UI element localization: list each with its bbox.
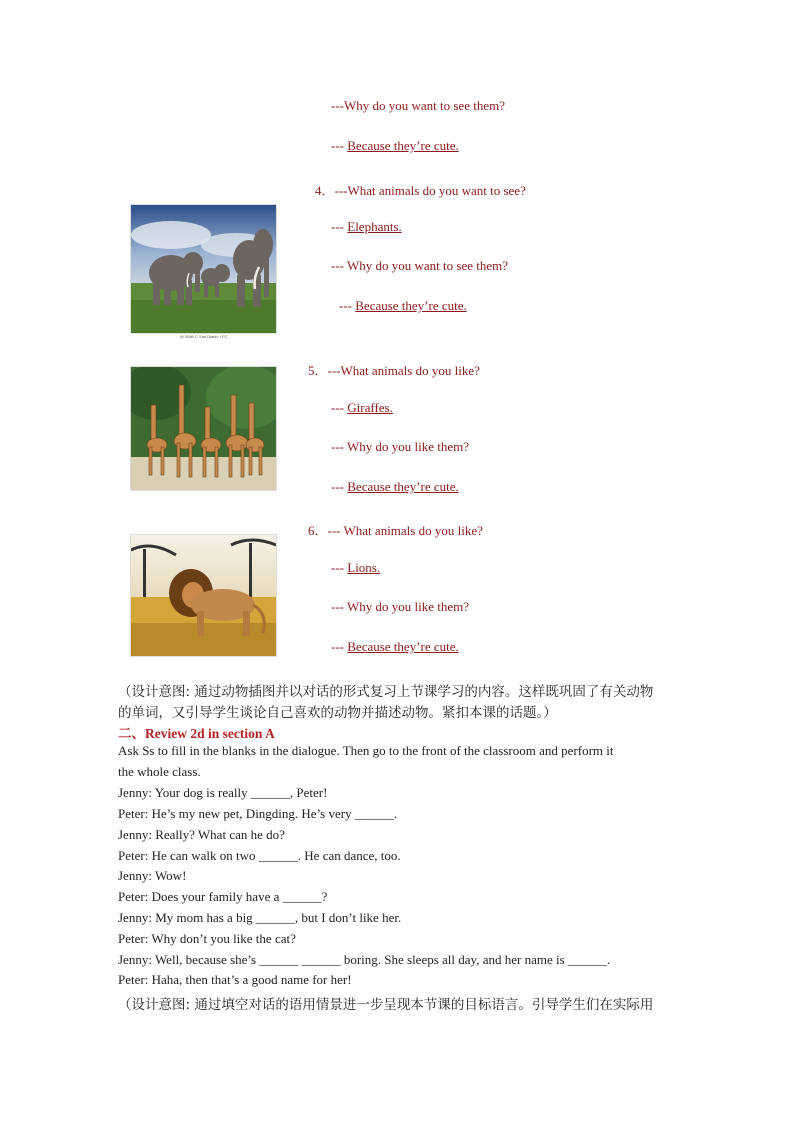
section-2-instruction-line2: the whole class. xyxy=(118,764,201,779)
qa5-because-line xyxy=(331,479,459,495)
qa3-because-answer: Because they’re cute. xyxy=(347,138,459,153)
dialogue-line: Peter: He can walk on two ______. He can dance, too. xyxy=(118,848,401,863)
qa5-question: ---What animals do you like? xyxy=(327,363,480,378)
section-2-heading: 二、Review 2d in section A xyxy=(118,726,275,741)
design-intent-1-line1: （设计意图: 通过动物插图并以对话的形式复习上节课学习的内容。这样既巩固了有关动物 xyxy=(118,684,654,700)
elephant-illustration xyxy=(131,205,276,333)
qa6-number: 6． xyxy=(308,523,328,538)
section-2-instruction-line1: Ask Ss to fill in the blanks in the dialogue. Then go to the front of the classroom and perform it xyxy=(118,743,614,758)
dialogue-line: Jenny: My mom has a big ______, but I don’t like her. xyxy=(118,910,402,925)
lion-illustration xyxy=(131,535,276,656)
qa3-because-prefix: --- xyxy=(331,138,348,153)
qa5-question-line xyxy=(308,360,480,379)
giraffe-illustration xyxy=(131,367,276,490)
qa6-because-prefix: --- xyxy=(331,639,348,654)
qa4-because-prefix: --- xyxy=(339,298,356,313)
dialogue-line: Jenny: Wow! xyxy=(118,868,187,883)
elephant-image-caption: W 3086 C San Diablo • FC xyxy=(180,334,228,339)
qa3-why-question: ---Why do you want to see them? xyxy=(331,98,506,113)
qa6-because-answer: Because they’re cute. xyxy=(347,639,459,654)
qa4-because-line xyxy=(339,298,467,314)
qa6-answer: Lions. xyxy=(347,560,381,575)
qa5-why-question: --- Why do you like them? xyxy=(331,439,470,454)
qa4-why-question: --- Why do you want to see them? xyxy=(331,258,509,273)
qa4-question-line xyxy=(315,180,526,199)
qa4-answer-line xyxy=(331,219,402,235)
dialogue-line: Jenny: Your dog is really ______, Peter! xyxy=(118,785,328,800)
design-intent-2-line1: （设计意图: 通过填空对话的语用情景进一步呈现本节课的目标语言。引导学生们在实际用 xyxy=(118,997,654,1013)
qa6-because-line xyxy=(331,639,459,655)
qa4-question: ---What animals do you want to see? xyxy=(334,183,526,198)
elephant-image xyxy=(130,204,277,334)
qa3-because-line xyxy=(331,138,459,154)
qa6-answer-prefix: --- xyxy=(331,560,348,575)
qa5-number: 5． xyxy=(308,363,328,378)
lion-image xyxy=(130,534,277,657)
qa6-question: --- What animals do you like? xyxy=(327,523,483,538)
dialogue-line: Jenny: Really? What can he do? xyxy=(118,827,285,842)
giraffe-image xyxy=(130,366,277,491)
dialogue-line: Peter: Why don’t you like the cat? xyxy=(118,931,296,946)
qa6-question-line xyxy=(308,520,483,539)
qa4-answer-prefix: --- xyxy=(331,219,348,234)
qa4-number: 4． xyxy=(315,183,335,198)
qa5-because-answer: Because they’re cute. xyxy=(347,479,459,494)
design-intent-1-line2: 的单词，又引导学生谈论自己喜欢的动物并描述动物。紧扣本课的话题。） xyxy=(118,705,557,721)
dialogue-line: Peter: Haha, then that’s a good name for her! xyxy=(118,972,352,987)
dialogue-line: Jenny: Well, because she’s ______ ______ boring. She sleeps all day, and her name is ______. xyxy=(118,952,611,967)
qa6-why-question: --- Why do you like them? xyxy=(331,599,470,614)
qa6-answer-line xyxy=(331,560,380,576)
qa4-because-answer: Because they’re cute. xyxy=(355,298,467,313)
qa5-because-prefix: --- xyxy=(331,479,348,494)
qa5-answer-prefix: --- xyxy=(331,400,348,415)
dialogue-line: Peter: Does your family have a ______? xyxy=(118,889,328,904)
qa5-answer: Giraffes. xyxy=(347,400,393,415)
qa4-answer: Elephants. xyxy=(347,219,402,234)
qa5-answer-line xyxy=(331,400,393,416)
dialogue-line: Peter: He’s my new pet, Dingding. He’s very ______. xyxy=(118,806,398,821)
